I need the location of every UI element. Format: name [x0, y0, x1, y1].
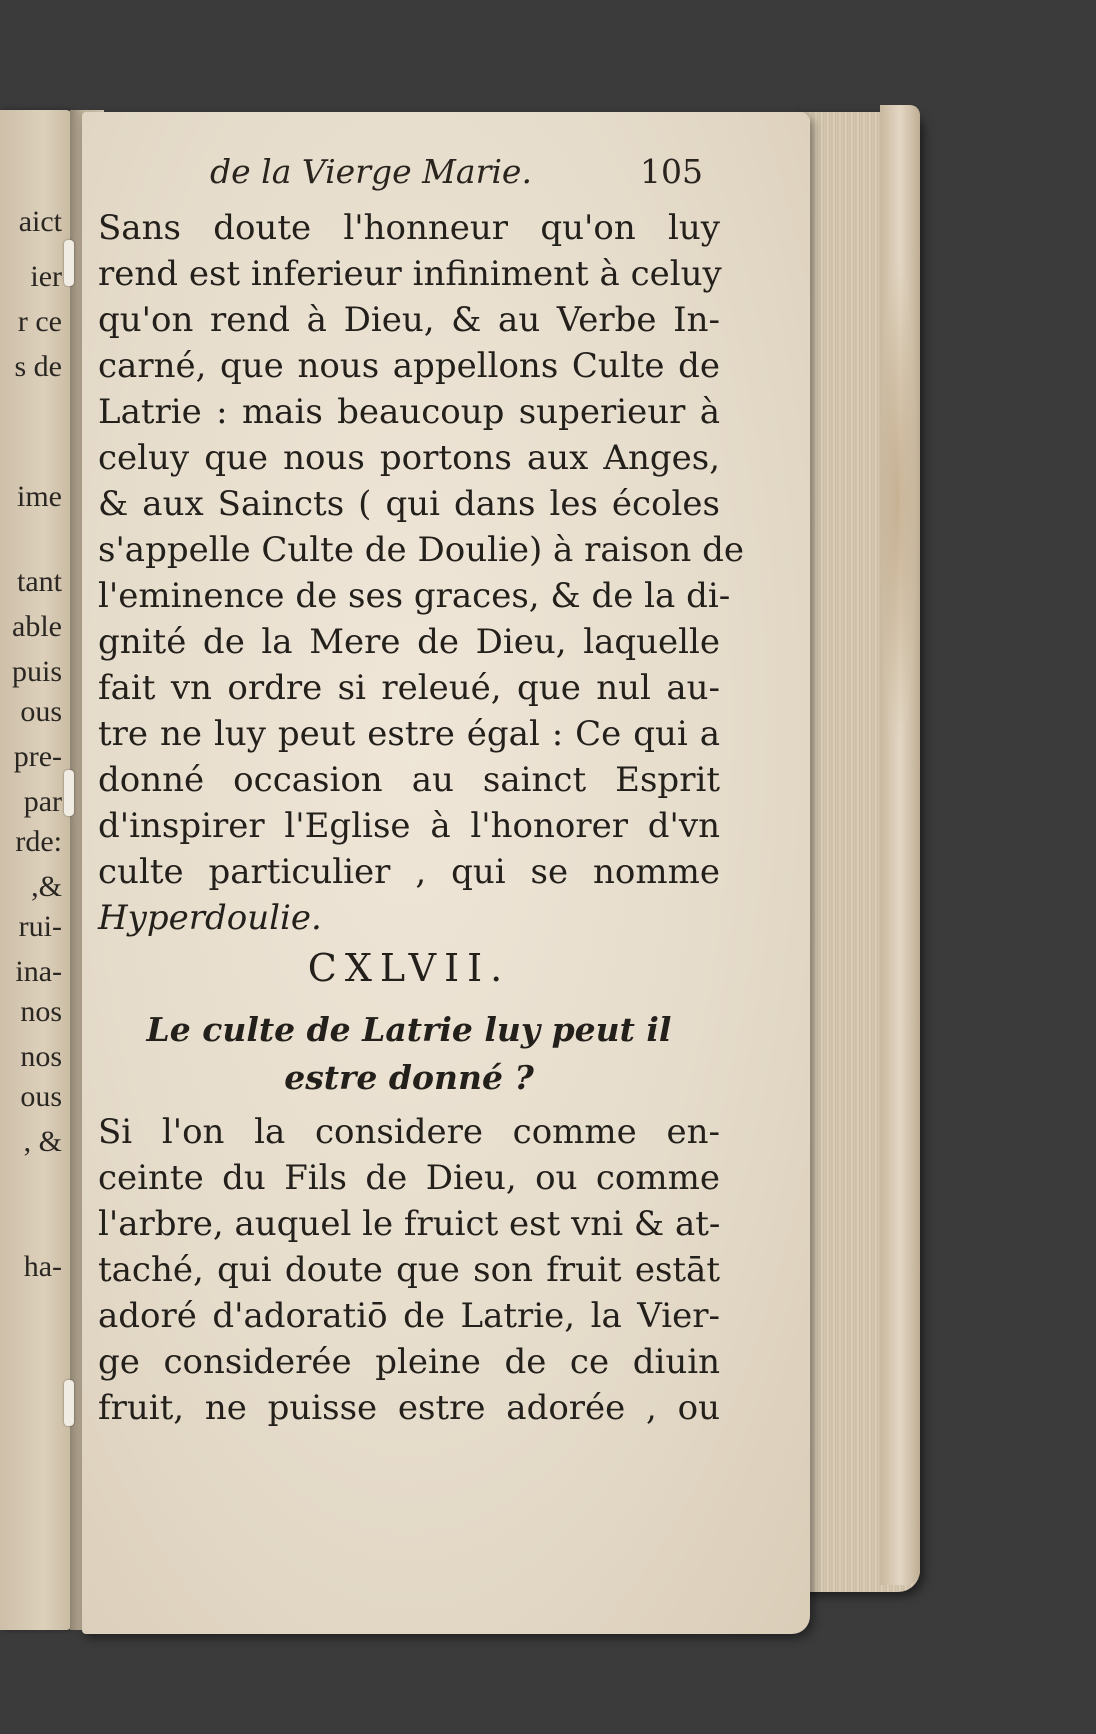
- text-line: adoré d'adoratiō de Latrie, la Vier-: [98, 1296, 720, 1336]
- left-page-fragment: ina-: [15, 955, 62, 988]
- text-line: celuy que nous portons aux Anges,: [98, 438, 720, 478]
- left-page-fragment: nos: [20, 1040, 62, 1073]
- text-line: Si l'on la considere comme en-: [98, 1112, 720, 1152]
- text-line: & aux Saincts ( qui dans les écoles: [98, 484, 720, 524]
- foxing-stain: [880, 260, 916, 740]
- left-page-fragment: par: [23, 785, 62, 818]
- text-line: Hyperdoulie.: [98, 898, 322, 938]
- text-line: fait vn ordre si releué, que nul au-: [98, 668, 720, 708]
- section-title-line: Le culte de Latrie luy peut il: [146, 1010, 672, 1049]
- text-line: tre ne luy peut estre égal : Ce qui a: [98, 714, 720, 754]
- left-page-fragment: ha-: [23, 1250, 62, 1283]
- text-line: culte particulier , qui se nomme: [98, 852, 720, 892]
- section-number: CXLVII.: [307, 946, 511, 990]
- left-page-fragment: aict: [18, 205, 62, 238]
- left-page-fragment: rui-: [18, 910, 62, 943]
- left-page-fragment: ous: [20, 1080, 62, 1113]
- left-page-fragment: ime: [17, 480, 62, 513]
- text-line: rend est inferieur infiniment à celuy: [98, 254, 722, 294]
- left-page-fragment: ous: [20, 695, 62, 728]
- page-number: 105: [640, 152, 703, 191]
- left-page-fragment: r ce: [17, 305, 62, 338]
- text-line: carné, que nous appellons Culte de: [98, 346, 720, 386]
- left-page-fragment: puis: [11, 655, 62, 688]
- text-line: Sans doute l'honneur qu'on luy: [98, 208, 720, 248]
- left-page-fragment: ier: [30, 260, 62, 293]
- text-line: d'inspirer l'Eglise à l'honorer d'vn: [98, 806, 720, 846]
- left-page-fragment: pre-: [13, 740, 62, 773]
- text-line: l'eminence de ses graces, & de la di-: [98, 576, 731, 616]
- text-line: qu'on rend à Dieu, & au Verbe In-: [98, 300, 720, 340]
- text-line: gnité de la Mere de Dieu, laquelle: [98, 622, 720, 662]
- left-page-fragment: rde:: [15, 825, 62, 858]
- binding-thread: [64, 770, 74, 816]
- binding-thread: [64, 240, 74, 286]
- left-page-fragment: , &: [23, 1125, 62, 1158]
- binding-thread: [64, 1380, 74, 1426]
- text-line: fruit, ne puisse estre adorée , ou: [98, 1388, 720, 1428]
- left-page-fragment: able: [12, 610, 62, 643]
- left-page: [0, 110, 72, 1630]
- text-line: l'arbre, auquel le fruict est vni & at-: [98, 1204, 721, 1244]
- text-line: ceinte du Fils de Dieu, ou comme: [98, 1158, 720, 1198]
- text-line: ge considerée pleine de ce diuin: [98, 1342, 720, 1382]
- text-line: Latrie : mais beaucoup superieur à: [98, 392, 720, 432]
- text-line: taché, qui doute que son fruit estāt: [98, 1250, 720, 1290]
- left-page-fragment: nos: [20, 995, 62, 1028]
- text-line: donné occasion au sainct Esprit: [98, 760, 720, 800]
- text-line: s'appelle Culte de Doulie) à raison de: [98, 530, 745, 570]
- section-title-line: estre donné ?: [284, 1058, 534, 1097]
- left-page-fragment: ,&: [31, 870, 62, 903]
- running-head: de la Vierge Marie.: [210, 152, 532, 191]
- left-page-fragment: tant: [17, 565, 62, 598]
- left-page-fragment: s de: [14, 350, 62, 383]
